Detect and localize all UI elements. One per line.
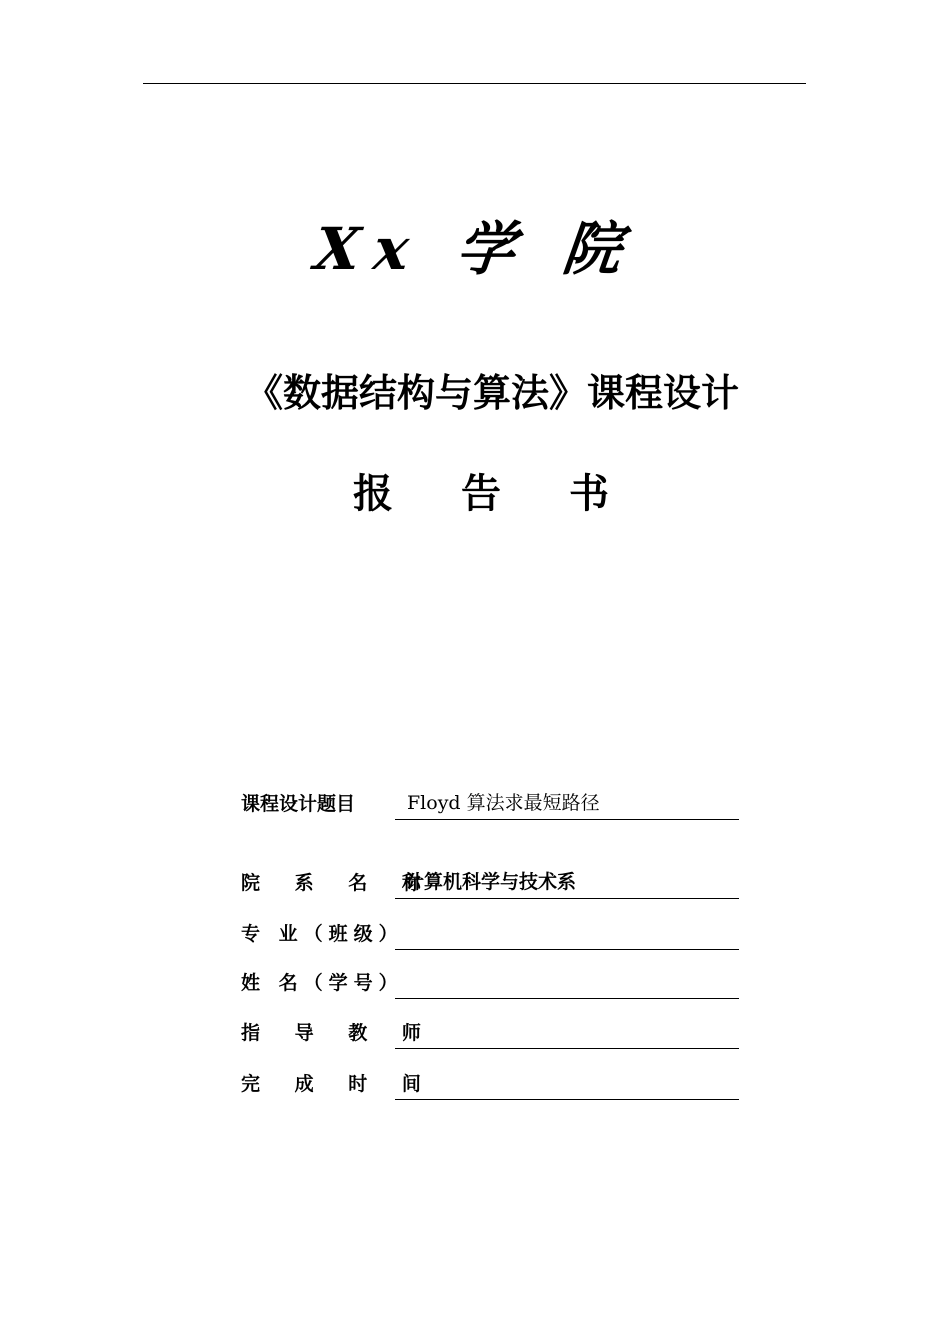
major-field[interactable]: [395, 919, 739, 950]
name-label: 姓 名（学号）: [241, 972, 404, 994]
name-field[interactable]: [395, 968, 739, 999]
major-label: 专 业（班级）: [241, 923, 404, 945]
report-title-char: 书: [569, 471, 609, 517]
info-row-name: [241, 965, 741, 999]
report-title-char: 告: [461, 471, 501, 517]
department-field[interactable]: [395, 868, 739, 899]
topic-value: Floyd 算法求最短路径: [407, 792, 600, 814]
report-title: [0, 466, 950, 522]
topic-field[interactable]: [395, 789, 739, 820]
advisor-label: 指 导 教 师: [241, 1022, 435, 1044]
date-label: 完 成 时 间: [241, 1073, 435, 1095]
info-row-major: [241, 916, 741, 950]
course-title: 《数据结构与算法》课程设计: [245, 371, 740, 415]
info-row-department: [241, 865, 741, 899]
school-name: Xx 学 院: [311, 215, 639, 283]
info-row-date: [241, 1066, 741, 1100]
info-row-topic: [241, 786, 741, 820]
advisor-field[interactable]: [395, 1018, 739, 1049]
department-value: 计算机科学与技术系: [405, 871, 577, 893]
topic-label: 课程设计题目: [241, 793, 356, 815]
report-title-char: 报: [353, 471, 393, 517]
department-label: 院 系 名 称: [241, 872, 435, 894]
date-field[interactable]: [395, 1069, 739, 1100]
header-rule: [143, 83, 806, 84]
info-row-advisor: [241, 1015, 741, 1049]
